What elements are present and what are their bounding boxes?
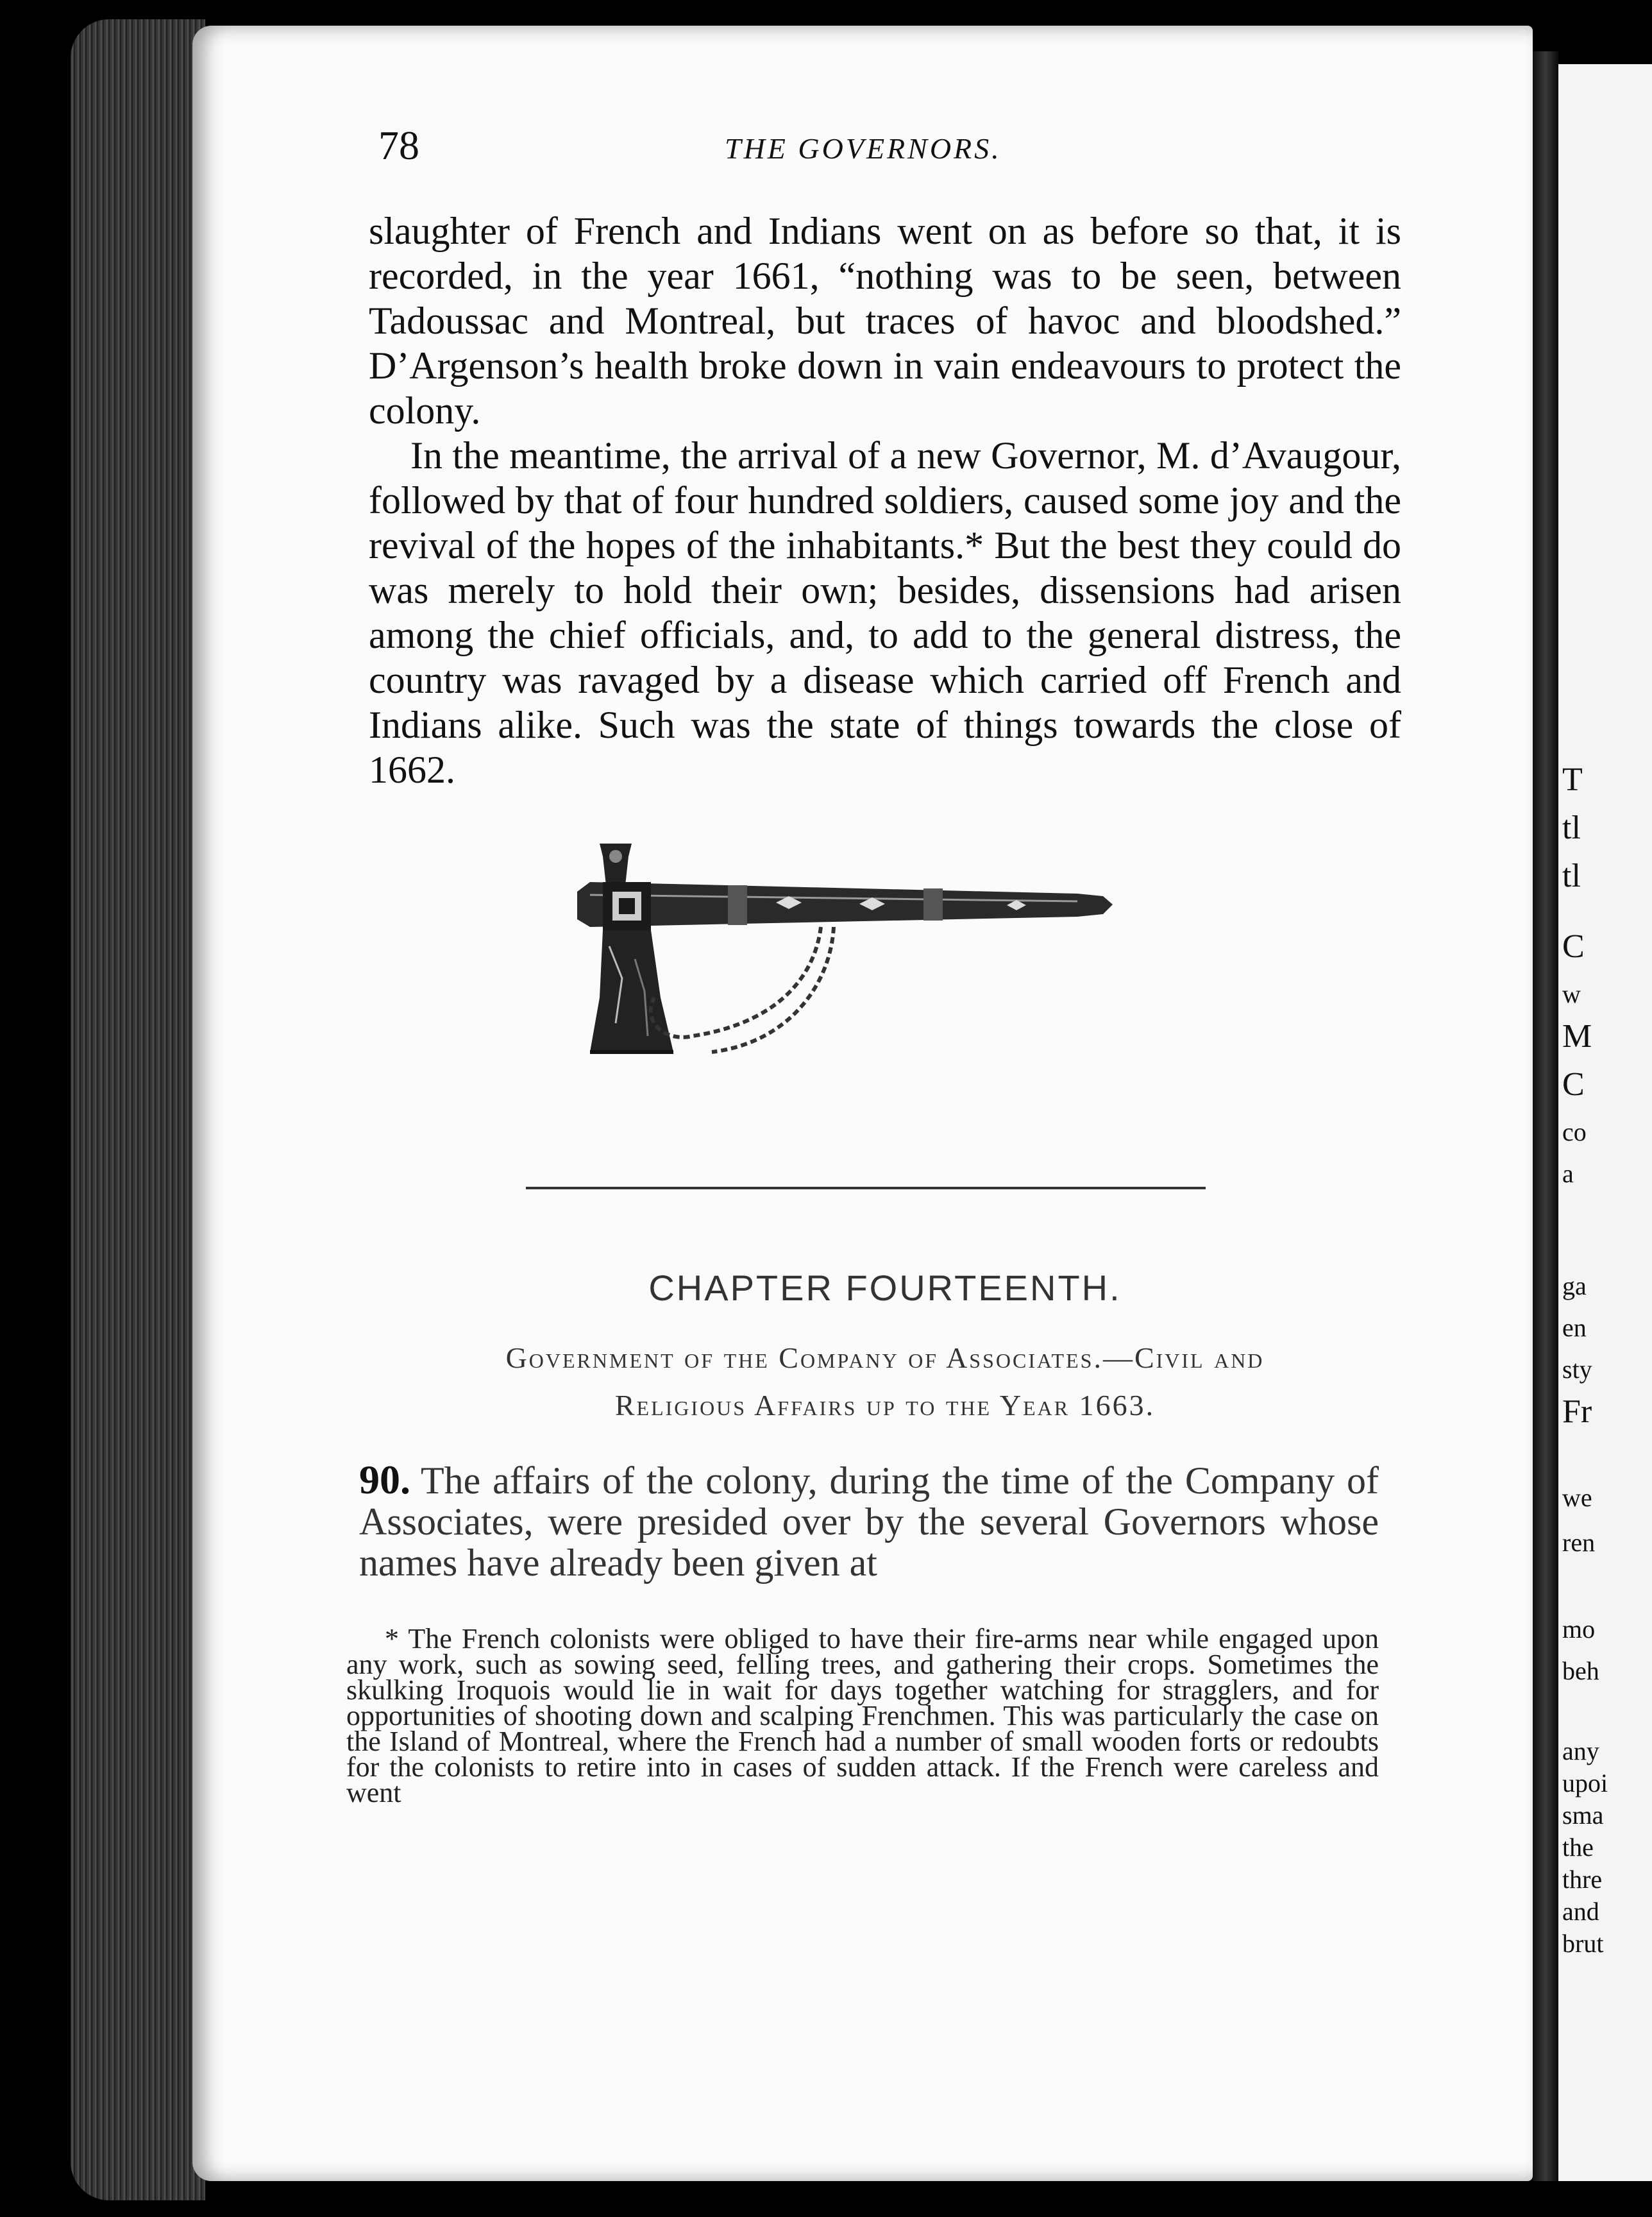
facing-fragment: we: [1562, 1483, 1592, 1512]
chapter-subtitle-line: Religious Affairs up to the Year 1663.: [614, 1389, 1156, 1422]
facing-fragment: C: [1562, 928, 1585, 965]
facing-fragment: brut: [1562, 1929, 1604, 1958]
book-gutter: [1533, 51, 1558, 2181]
book-edge: [71, 19, 205, 2200]
facing-fragment: mo: [1562, 1615, 1596, 1644]
chapter-divider: [526, 1187, 1206, 1189]
facing-fragment: co: [1562, 1117, 1587, 1146]
chapter-paragraph-text: The affairs of the colony, during the time of the Company of Associates, were presided over by the several Governors whose names have already been given at: [359, 1459, 1379, 1584]
tomahawk-pipe-icon: [564, 831, 1193, 1075]
page-number: 78: [378, 123, 419, 168]
body-paragraph: slaughter of French and Indians went on as before so that, it is recorded, in the year 1661, “nothing was to be seen, between Tadoussac and Montreal, but traces of havoc and bloodshed.” D’Argenson’s health broke down in vain endeavours to protect the colony.: [369, 210, 1401, 432]
chapter-subtitle: [356, 1334, 1414, 1429]
facing-fragment: upoi: [1562, 1769, 1608, 1797]
facing-fragment: tl: [1562, 858, 1581, 894]
facing-fragment: and: [1562, 1897, 1599, 1926]
facing-fragment: beh: [1562, 1656, 1599, 1685]
facing-fragment: w: [1562, 980, 1581, 1008]
facing-fragment: a: [1562, 1159, 1574, 1188]
running-head: THE GOVERNORS.: [725, 132, 1002, 165]
chapter-title: CHAPTER FOURTEENTH.: [648, 1268, 1122, 1308]
facing-fragment: en: [1562, 1313, 1587, 1342]
footnote-text: * The French colonists were obliged to have their fire-arms near while engaged upon any work, such as sowing seed, felling trees, and gathering their crops. Sometimes the skulking Iroquois would lie in wait for days together watching for stragglers, and for opportunities of shooting down and scalping Frenchmen. This was particularly the case on the Island of Montreal, where the French had a number of small wooden forts or redoubts for the colonists to retire into in cases of sudden attack. If the French were careless and went: [346, 1623, 1379, 1808]
facing-page-edge: [1558, 64, 1652, 2181]
paragraph-number: 90.: [359, 1457, 410, 1502]
footnote: [346, 1623, 1379, 1808]
facing-fragment: any: [1562, 1737, 1599, 1765]
facing-fragment: Fr: [1562, 1393, 1592, 1430]
chapter-paragraph: [359, 1459, 1379, 1583]
facing-fragment: ga: [1562, 1271, 1587, 1300]
facing-fragment: tl: [1562, 810, 1581, 846]
body-paragraph: In the meantime, the arrival of a new Governor, M. d’Avaugour, followed by that of four hundred soldiers, caused some joy and the revival of the hopes of the inhabitants.* But the best they could do was merely to hold their own; besides, dissensions had arisen among the chief officials, and, to add to the general distress, the country was ravaged by a disease which carried off French and Indians alike. Such was the state of things towards the close of 1662.: [369, 434, 1401, 791]
facing-fragment: M: [1562, 1018, 1592, 1055]
facing-fragment: sty: [1562, 1355, 1592, 1384]
facing-fragment: the: [1562, 1833, 1594, 1862]
body-text: [369, 208, 1401, 792]
facing-fragment: T: [1562, 761, 1583, 798]
chapter-subtitle-line: Government of the Company of Associates.—Civil and: [505, 1341, 1265, 1374]
facing-fragment: ren: [1562, 1528, 1596, 1557]
facing-fragment: sma: [1562, 1801, 1604, 1830]
facing-fragment: C: [1562, 1066, 1585, 1103]
facing-fragment: thre: [1562, 1865, 1603, 1894]
